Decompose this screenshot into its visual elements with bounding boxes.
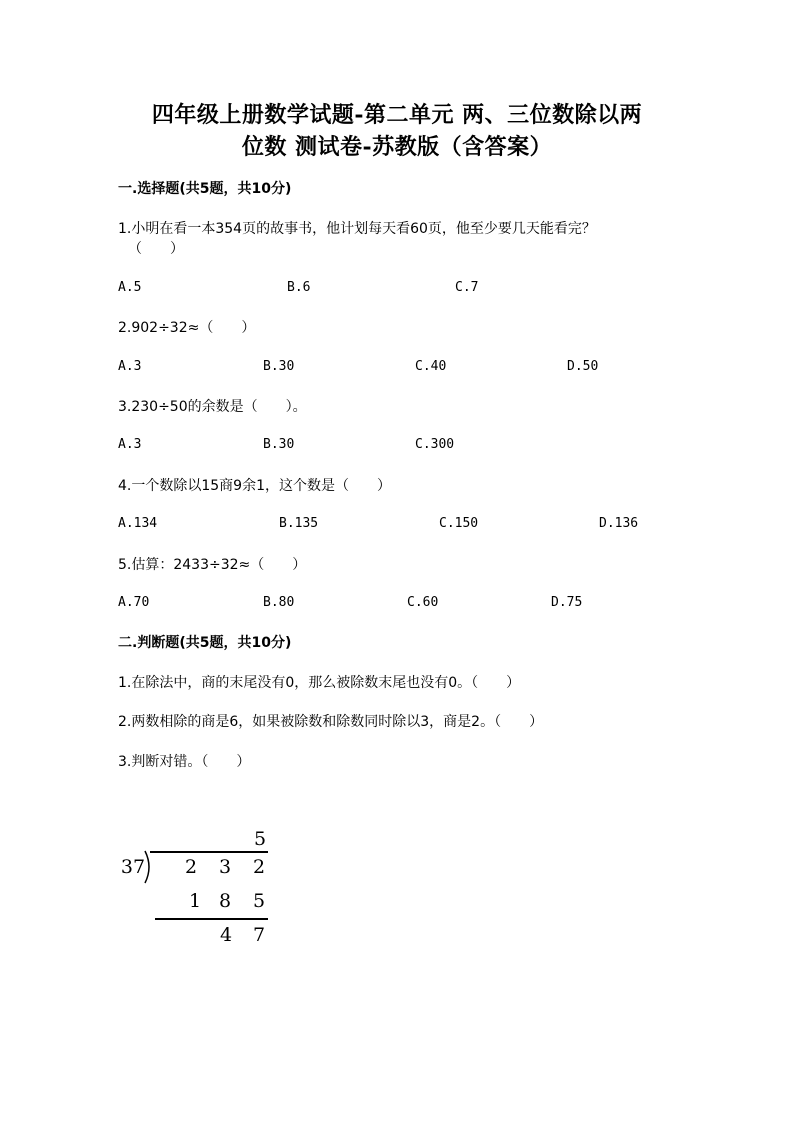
remainder-digit: 4 <box>219 924 233 946</box>
question-2-text: 2.902÷32≈（ ） <box>118 320 256 336</box>
divisor: 37 <box>120 856 146 878</box>
product-digit: 5 <box>252 890 266 912</box>
question-4-text: 4.一个数除以15商9余1，这个数是（ ） <box>118 478 391 494</box>
question-5-option-b: B.80 <box>263 595 295 610</box>
question-1-text: 1.小明在看一本354页的故事书，他计划每天看60页，他至少要几天能看完？ <box>118 221 596 237</box>
question-4-option-c: C.150 <box>439 516 479 531</box>
question-1-option-b: B.6 <box>287 280 311 295</box>
division-bar <box>150 851 268 853</box>
question-1-blank: （ ） <box>128 241 184 257</box>
question-4-option-b: B.135 <box>279 516 319 531</box>
question-2-option-a: A.3 <box>118 359 142 374</box>
judgement-2-text: 2.两数相除的商是6，如果被除数和除数同时除以3，商是2。（ ） <box>118 714 544 730</box>
question-2-option-b: B.30 <box>263 359 295 374</box>
question-1-option-c: C.7 <box>455 280 479 295</box>
judgement-1-text: 1.在除法中，商的末尾没有0，那么被除数末尾也没有0。（ ） <box>118 675 521 691</box>
product-digit: 1 <box>188 890 202 912</box>
dividend-digit: 2 <box>252 856 266 878</box>
question-3-option-b: B.30 <box>263 437 295 452</box>
section-heading-choice: 一.选择题(共5题，共10分) <box>118 181 292 197</box>
question-3-option-c: C.300 <box>415 437 455 452</box>
question-3-text: 3.230÷50的余数是（ ）。 <box>118 399 307 415</box>
question-5-option-d: D.75 <box>551 595 583 610</box>
product-digit: 8 <box>218 890 232 912</box>
document-title-line2: 位数 测试卷-苏教版（含答案） <box>241 134 553 160</box>
document-title-line1: 四年级上册数学试题-第二单元 两、三位数除以两 <box>151 102 643 128</box>
dividend-digit: 2 <box>184 856 198 878</box>
question-4-option-a: A.134 <box>118 516 158 531</box>
question-1-option-a: A.5 <box>118 280 142 295</box>
question-5-option-c: C.60 <box>407 595 439 610</box>
question-5-text: 5.估算：2433÷32≈（ ） <box>118 557 307 573</box>
subtraction-line <box>155 918 268 920</box>
question-5-option-a: A.70 <box>118 595 150 610</box>
question-2-option-d: D.50 <box>567 359 599 374</box>
section-heading-judgement: 二.判断题(共5题，共10分) <box>118 635 292 651</box>
question-2-option-c: C.40 <box>415 359 447 374</box>
quotient-digit: 5 <box>253 828 267 850</box>
judgement-3-text: 3.判断对错。（ ） <box>118 754 251 770</box>
remainder-digit: 7 <box>252 924 266 946</box>
question-3-option-a: A.3 <box>118 437 142 452</box>
dividend-digit: 3 <box>218 856 232 878</box>
question-4-option-d: D.136 <box>599 516 639 531</box>
division-bracket <box>143 849 155 885</box>
